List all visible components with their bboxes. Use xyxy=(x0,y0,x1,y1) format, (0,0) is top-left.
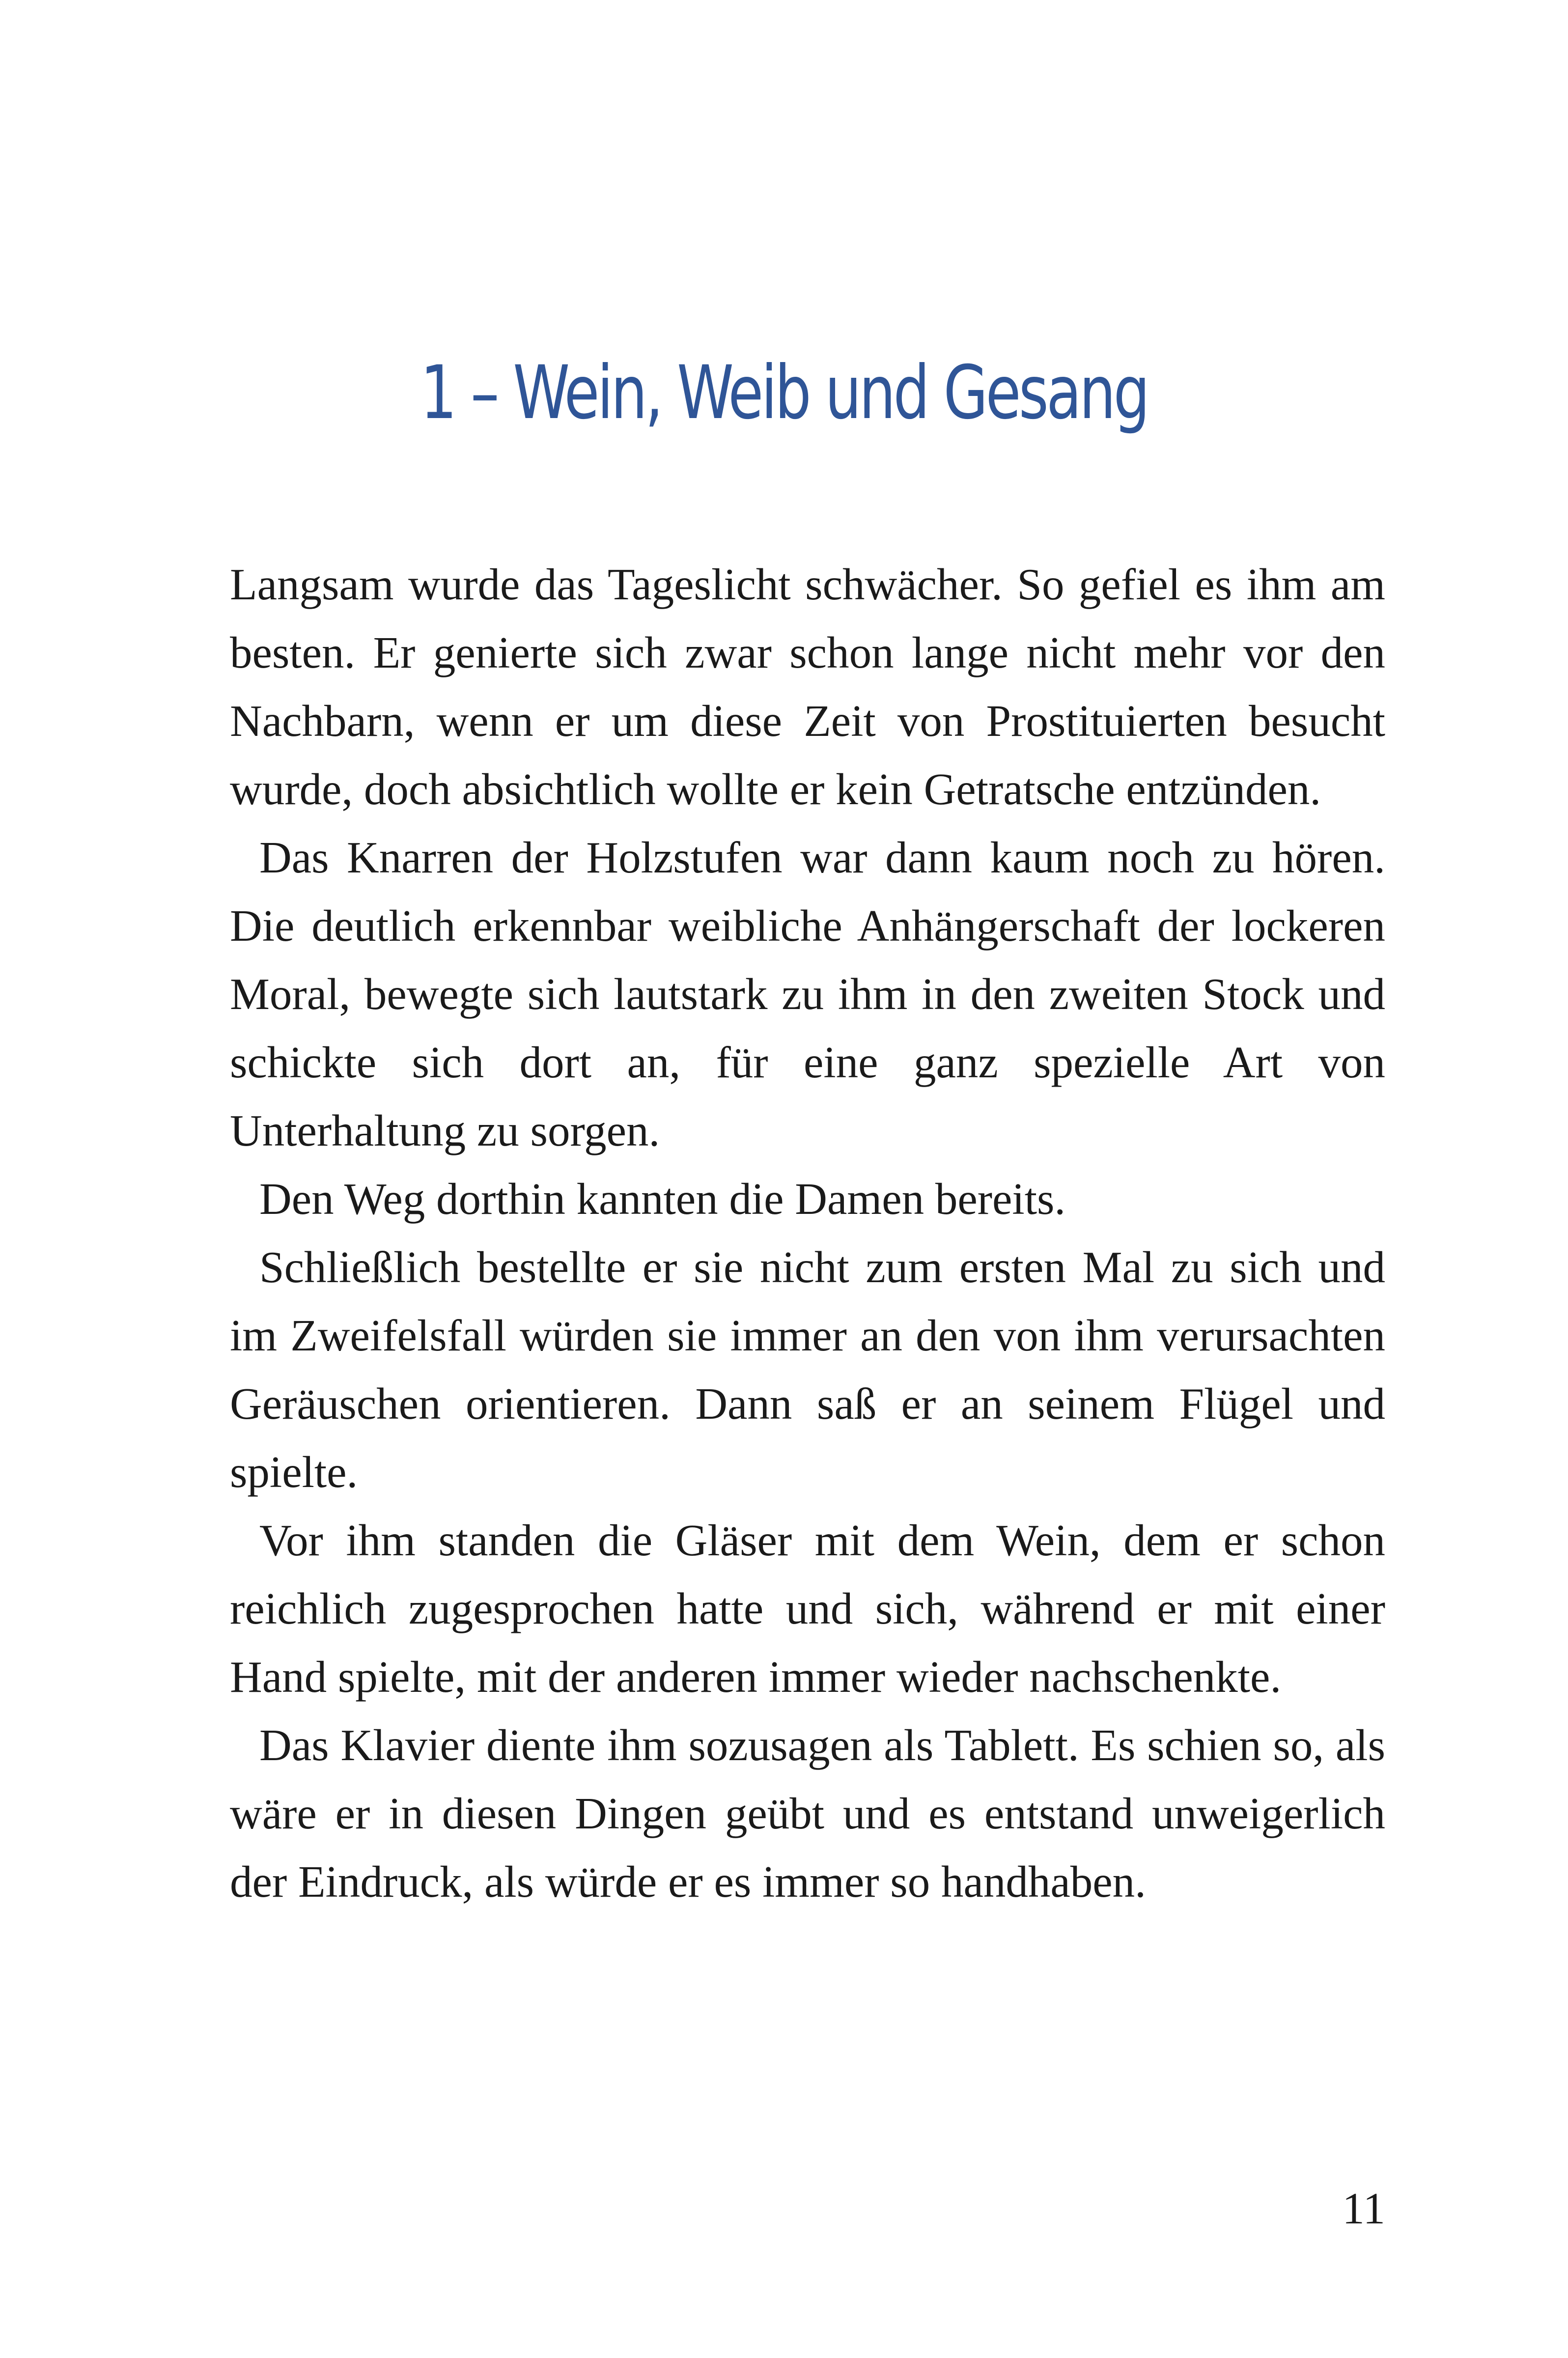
paragraph-2: Das Knarren der Holzstufen war dann kaum noch zu hören. Die deutlich erkennbar weibliche Anhängerschaft der lockeren Moral, bewegte sich lautstark zu ihm in den zweiten Stock und schickte sich dort an, für eine ganz spezielle Art von Unterhaltung zu sorgen. xyxy=(230,833,1385,1155)
page-number: 11 xyxy=(1342,2184,1385,2233)
paragraph-5: Vor ihm standen die Gläser mit dem Wein, dem er schon reichlich zugesprochen hatte und sich, während er mit einer Hand spielte, mit der anderen immer wieder nachschenkte. xyxy=(230,1516,1385,1702)
chapter-title: 1 – Wein, Weib und Gesang xyxy=(420,350,1148,436)
paragraph-6: Das Klavier diente ihm sozusagen als Tablett. Es schien so, als wäre er in diesen Dingen geübt und es entstand unweigerlich der Eindruck, als würde er es immer so handhaben. xyxy=(230,1720,1385,1907)
paragraph-1: Langsam wurde das Tageslicht schwächer. So gefiel es ihm am besten. Er genierte sich zwar schon lange nicht mehr vor den Nachbarn, wenn er um diese Zeit von Prostituierten besucht wurde, doch absichtlich wollte er kein Getratsche entzünden. xyxy=(230,560,1385,814)
paragraph-3: Den Weg dorthin kannten die Damen bereits. xyxy=(259,1174,1066,1224)
paragraph-4: Schließlich bestellte er sie nicht zum ersten Mal zu sich und im Zweifelsfall würden sie immer an den von ihm verursachten Geräuschen orientieren. Dann saß er an seinem Flügel und spielte. xyxy=(230,1242,1385,1497)
chapter-body xyxy=(230,550,1385,1916)
